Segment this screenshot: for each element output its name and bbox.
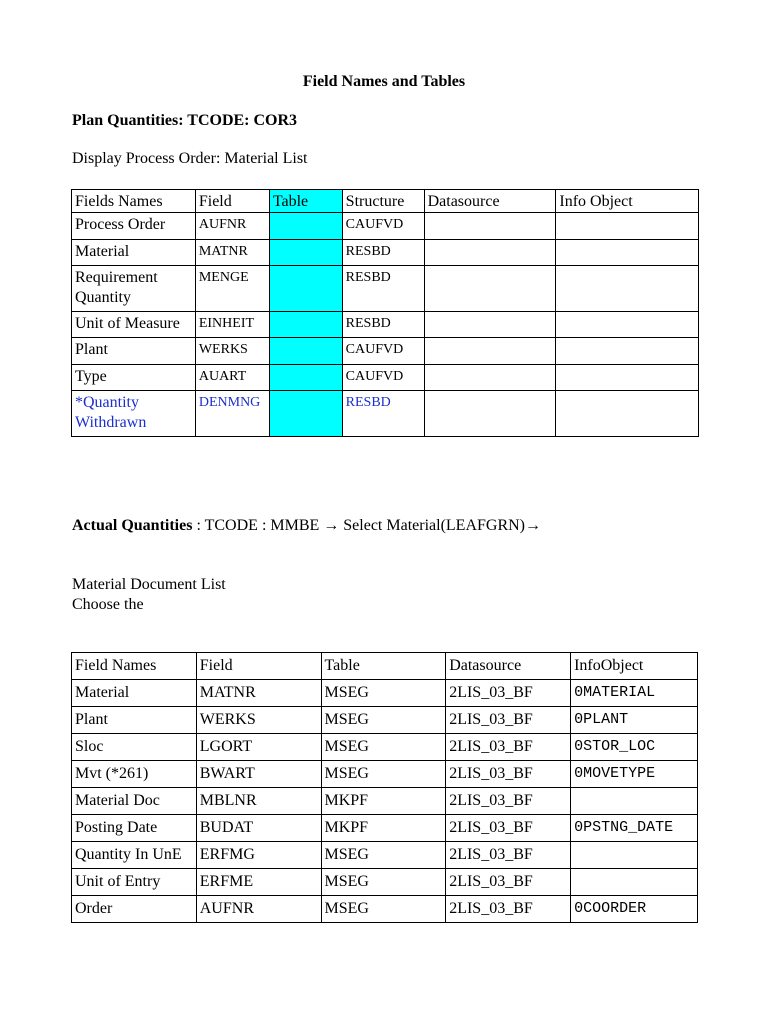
table-cell: 2LIS_03_BF <box>446 707 571 734</box>
table-cell: 2LIS_03_BF <box>446 761 571 788</box>
table-cell <box>556 240 699 266</box>
table-cell: Order <box>72 896 197 923</box>
actual-quantities-table <box>71 652 698 923</box>
header-cell: Structure <box>342 190 424 213</box>
table-cell: MSEG <box>321 896 446 923</box>
table-cell <box>269 213 342 240</box>
table-cell <box>424 266 556 312</box>
table-cell <box>571 869 698 896</box>
table-cell: CAUFVD <box>342 365 424 391</box>
plan-quantities-heading: Plan Quantities: TCODE: COR3 <box>72 112 298 129</box>
actual-quantities-path: : TCODE : MMBE → Select Material(LEAFGRN)→ <box>192 517 542 534</box>
table-cell: RESBD <box>342 391 424 437</box>
table-cell <box>269 365 342 391</box>
table-cell: AUART <box>195 365 269 391</box>
table-cell <box>424 240 556 266</box>
table-cell: MSEG <box>321 734 446 761</box>
header-cell: InfoObject <box>571 653 698 680</box>
table-cell: 2LIS_03_BF <box>446 842 571 869</box>
table-cell <box>424 391 556 437</box>
table-row <box>72 240 699 266</box>
choose-line: Choose the <box>72 596 144 613</box>
table-row <box>72 815 698 842</box>
table-cell <box>269 240 342 266</box>
plan-subtitle: Display Process Order: Material List <box>72 150 308 167</box>
header-cell: Field <box>196 653 321 680</box>
header-cell: Field Names <box>72 653 197 680</box>
table-cell: 0PLANT <box>571 707 698 734</box>
table-row <box>72 896 698 923</box>
table-cell: RESBD <box>342 312 424 338</box>
table-cell: 0PSTNG_DATE <box>571 815 698 842</box>
table-row <box>72 213 699 240</box>
table-cell: *Quantity Withdrawn <box>72 391 196 437</box>
table-cell: 2LIS_03_BF <box>446 680 571 707</box>
table-cell: MATNR <box>195 240 269 266</box>
table-cell <box>556 266 699 312</box>
table-row-quantity-withdrawn <box>72 391 699 437</box>
table-cell: RESBD <box>342 240 424 266</box>
table-cell: 2LIS_03_BF <box>446 788 571 815</box>
table-cell: Type <box>72 365 196 391</box>
table-cell: WERKS <box>196 707 321 734</box>
table-cell <box>556 338 699 365</box>
actual-quantities-line <box>72 517 541 535</box>
table-cell: 0STOR_LOC <box>571 734 698 761</box>
table-row <box>72 734 698 761</box>
page-title: Field Names and Tables <box>302 73 466 90</box>
table-cell: Posting Date <box>72 815 197 842</box>
table-cell: Plant <box>72 707 197 734</box>
material-document-text <box>72 575 226 615</box>
table-row <box>72 707 698 734</box>
table-cell: Material Doc <box>72 788 197 815</box>
table-cell: Unit of Entry <box>72 869 197 896</box>
table-cell: WERKS <box>195 338 269 365</box>
table-row <box>72 842 698 869</box>
table-cell <box>424 312 556 338</box>
table-cell: 2LIS_03_BF <box>446 896 571 923</box>
table-cell: Mvt (*261) <box>72 761 197 788</box>
table-cell: RESBD <box>342 266 424 312</box>
table-cell: Unit of Measure <box>72 312 196 338</box>
header-cell: Table <box>321 653 446 680</box>
header-cell: Datasource <box>424 190 556 213</box>
table-cell: AUFNR <box>196 896 321 923</box>
table-cell: Material <box>72 240 196 266</box>
table-cell <box>424 213 556 240</box>
table-cell <box>269 266 342 312</box>
table-cell: 0COORDER <box>571 896 698 923</box>
table-cell <box>556 391 699 437</box>
table-cell: CAUFVD <box>342 213 424 240</box>
table-cell: ERFME <box>196 869 321 896</box>
table-cell <box>556 213 699 240</box>
table-cell: 0MOVETYPE <box>571 761 698 788</box>
table-cell <box>269 312 342 338</box>
table-cell: 2LIS_03_BF <box>446 815 571 842</box>
table-cell: MENGE <box>195 266 269 312</box>
table-cell: 0MATERIAL <box>571 680 698 707</box>
table-cell: BWART <box>196 761 321 788</box>
table-cell: Process Order <box>72 213 196 240</box>
table-cell <box>571 788 698 815</box>
table-cell: ERFMG <box>196 842 321 869</box>
table-cell: MSEG <box>321 707 446 734</box>
table-row <box>72 788 698 815</box>
table-cell: MSEG <box>321 680 446 707</box>
table-cell: Plant <box>72 338 196 365</box>
table-cell: Sloc <box>72 734 197 761</box>
table-cell: AUFNR <box>195 213 269 240</box>
table-cell: DENMNG <box>195 391 269 437</box>
table-cell: MBLNR <box>196 788 321 815</box>
table-cell: MATNR <box>196 680 321 707</box>
table-cell <box>556 365 699 391</box>
table-cell: Material <box>72 680 197 707</box>
table-row <box>72 680 698 707</box>
table-cell: 2LIS_03_BF <box>446 869 571 896</box>
table-cell: BUDAT <box>196 815 321 842</box>
header-cell: Table <box>269 190 342 213</box>
table-cell: MKPF <box>321 788 446 815</box>
table-cell <box>556 312 699 338</box>
table-row <box>72 338 699 365</box>
table-cell: Requirement Quantity <box>72 266 196 312</box>
header-cell: Datasource <box>446 653 571 680</box>
header-cell: Info Object <box>556 190 699 213</box>
table-cell <box>269 391 342 437</box>
table-cell: MSEG <box>321 761 446 788</box>
table-cell <box>571 842 698 869</box>
table-row <box>72 869 698 896</box>
header-cell: Fields Names <box>72 190 196 213</box>
plan-quantities-table <box>71 189 699 437</box>
table-row <box>72 365 699 391</box>
table-cell: MSEG <box>321 842 446 869</box>
header-cell: Field <box>195 190 269 213</box>
table-row <box>72 312 699 338</box>
table-cell: MSEG <box>321 869 446 896</box>
table-header-row <box>72 190 699 213</box>
material-document-line: Material Document List <box>72 576 226 593</box>
table-cell: 2LIS_03_BF <box>446 734 571 761</box>
table-cell: LGORT <box>196 734 321 761</box>
table-cell: Quantity In UnE <box>72 842 197 869</box>
actual-quantities-label: Actual Quantities <box>72 517 193 534</box>
table-row <box>72 266 699 312</box>
table-cell <box>424 338 556 365</box>
table-cell <box>269 338 342 365</box>
table-cell <box>424 365 556 391</box>
table-row <box>72 761 698 788</box>
table-cell: EINHEIT <box>195 312 269 338</box>
table-header-row <box>72 653 698 680</box>
table-cell: MKPF <box>321 815 446 842</box>
table-cell: CAUFVD <box>342 338 424 365</box>
